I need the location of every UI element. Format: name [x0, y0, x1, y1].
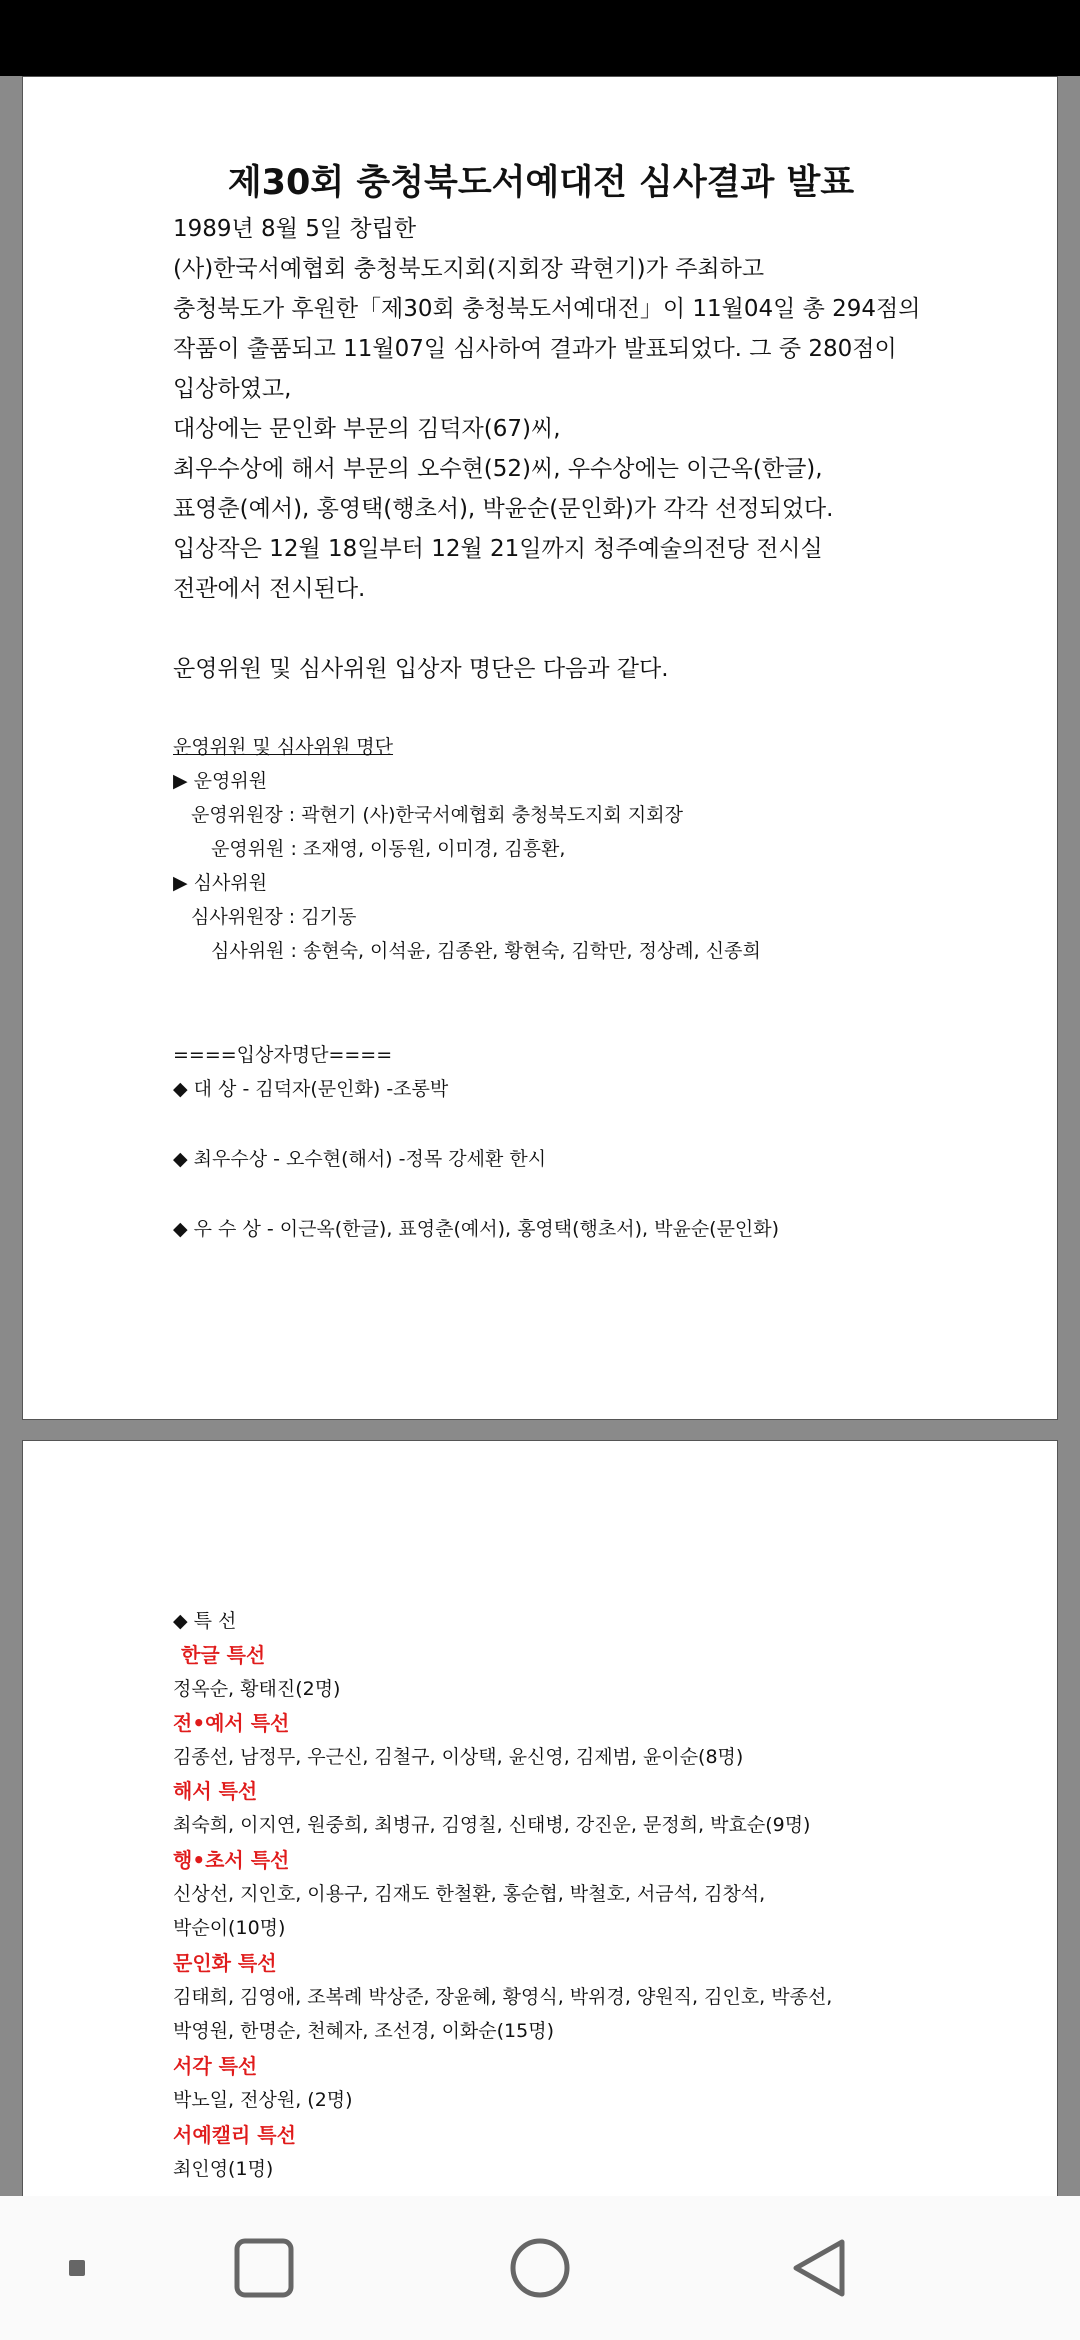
committee-line: 운영위원장 : 곽현기 (사)한국서예협회 충청북도지회 지회장 [191, 804, 683, 826]
category-label: 해서 특선 [173, 1779, 258, 1803]
category-names: 박노일, 전상원, (2명) [173, 2089, 353, 2111]
category-names: 박순이(10명) [173, 1917, 286, 1939]
category-label: 서예캘리 특선 [173, 2123, 296, 2147]
intro-line: 전관에서 전시된다. [173, 576, 366, 602]
winners-heading: ====입상자명단==== [173, 1044, 393, 1066]
committee-line: 운영위원 : 조재영, 이동원, 이미경, 김흥환, [211, 838, 566, 860]
intro-line: 최우수상에 해서 부문의 오수현(52)씨, 우수상에는 이근옥(한글), [173, 456, 823, 482]
circle-icon [509, 2237, 571, 2299]
category-names: 정옥순, 황태진(2명) [173, 1678, 341, 1700]
intro-line: 1989년 8월 5일 창립한 [173, 216, 417, 242]
category-names: 박영원, 한명순, 천혜자, 조선경, 이화순(15명) [173, 2020, 554, 2042]
winner-line: ◆ 우 수 상 - 이근옥(한글), 표영춘(예서), 홍영택(행초서), 박윤순(문인화) [173, 1218, 780, 1240]
winner-line: ◆ 대 상 - 김덕자(문인화) -조롱박 [173, 1078, 449, 1100]
intro-line: 작품이 출품되고 11월07일 심사하여 결과가 발표되었다. 그 중 280점이 [173, 336, 897, 362]
triangle-back-icon [790, 2237, 850, 2299]
summary-line: 운영위원 및 심사위원 입상자 명단은 다음과 같다. [173, 656, 669, 682]
status-bar [0, 0, 1080, 76]
committee-line: 심사위원장 : 김기동 [191, 906, 357, 928]
intro-line: 입상하였고, [173, 376, 292, 402]
intro-line: 대상에는 문인화 부문의 김덕자(67)씨, [173, 416, 561, 442]
square-dot-button[interactable] [40, 2196, 114, 2340]
home-button[interactable] [488, 2196, 592, 2340]
category-label: 문인화 특선 [173, 1951, 277, 1975]
recents-button[interactable] [214, 2196, 314, 2340]
dot-square-icon [69, 2260, 85, 2276]
category-label: 전•예서 특선 [173, 1711, 290, 1735]
back-button[interactable] [770, 2196, 870, 2340]
intro-line: 표영춘(예서), 홍영택(행초서), 박윤순(문인화)가 각각 선정되었다. [173, 496, 834, 522]
committee-line: ▶ 심사위원 [173, 872, 268, 894]
category-label: 한글 특선 [181, 1643, 266, 1667]
intro-line: (사)한국서예협회 충청북도지회(지회장 곽현기)가 주최하고 [173, 256, 765, 282]
intro-line: 입상작은 12월 18일부터 12월 21일까지 청주예술의전당 전시실 [173, 536, 823, 562]
winner-line: ◆ 최우수상 - 오수현(해서) -정목 강세환 한시 [173, 1148, 547, 1170]
document-title: 제30회 충청북도서예대전 심사결과 발표 [227, 163, 855, 203]
square-icon [234, 2238, 294, 2298]
category-names: 최인영(1명) [173, 2158, 274, 2180]
category-names: 최숙희, 이지연, 원중희, 최병규, 김영칠, 신태병, 강진운, 문정희, 박효순(9명) [173, 1814, 811, 1836]
committee-line: 심사위원 : 송현숙, 이석윤, 김종완, 황현숙, 김학만, 정상례, 신종희 [211, 940, 761, 962]
category-label: 행•초서 특선 [173, 1848, 290, 1872]
category-names: 김종선, 남정무, 우근신, 김철구, 이상택, 윤신영, 김제범, 윤이순(8명) [173, 1746, 744, 1768]
navigation-bar [0, 2196, 1080, 2340]
committee-heading: 운영위원 및 심사위원 명단 [173, 736, 394, 758]
special-heading: ◆ 특 선 [173, 1610, 237, 1632]
category-label: 서각 특선 [173, 2054, 258, 2078]
category-names: 신상선, 지인호, 이용구, 김재도 한철환, 홍순협, 박철호, 서금석, 김창석, [173, 1883, 766, 1905]
intro-line: 충청북도가 후원한「제30회 충청북도서예대전」이 11월04일 총 294점의 [173, 296, 921, 322]
category-names: 김태희, 김영애, 조복례 박상준, 장윤혜, 황영식, 박위경, 양원직, 김인호, 박종선, [173, 1986, 833, 2008]
document-page-1 [22, 76, 1058, 1420]
committee-line: ▶ 운영위원 [173, 770, 268, 792]
